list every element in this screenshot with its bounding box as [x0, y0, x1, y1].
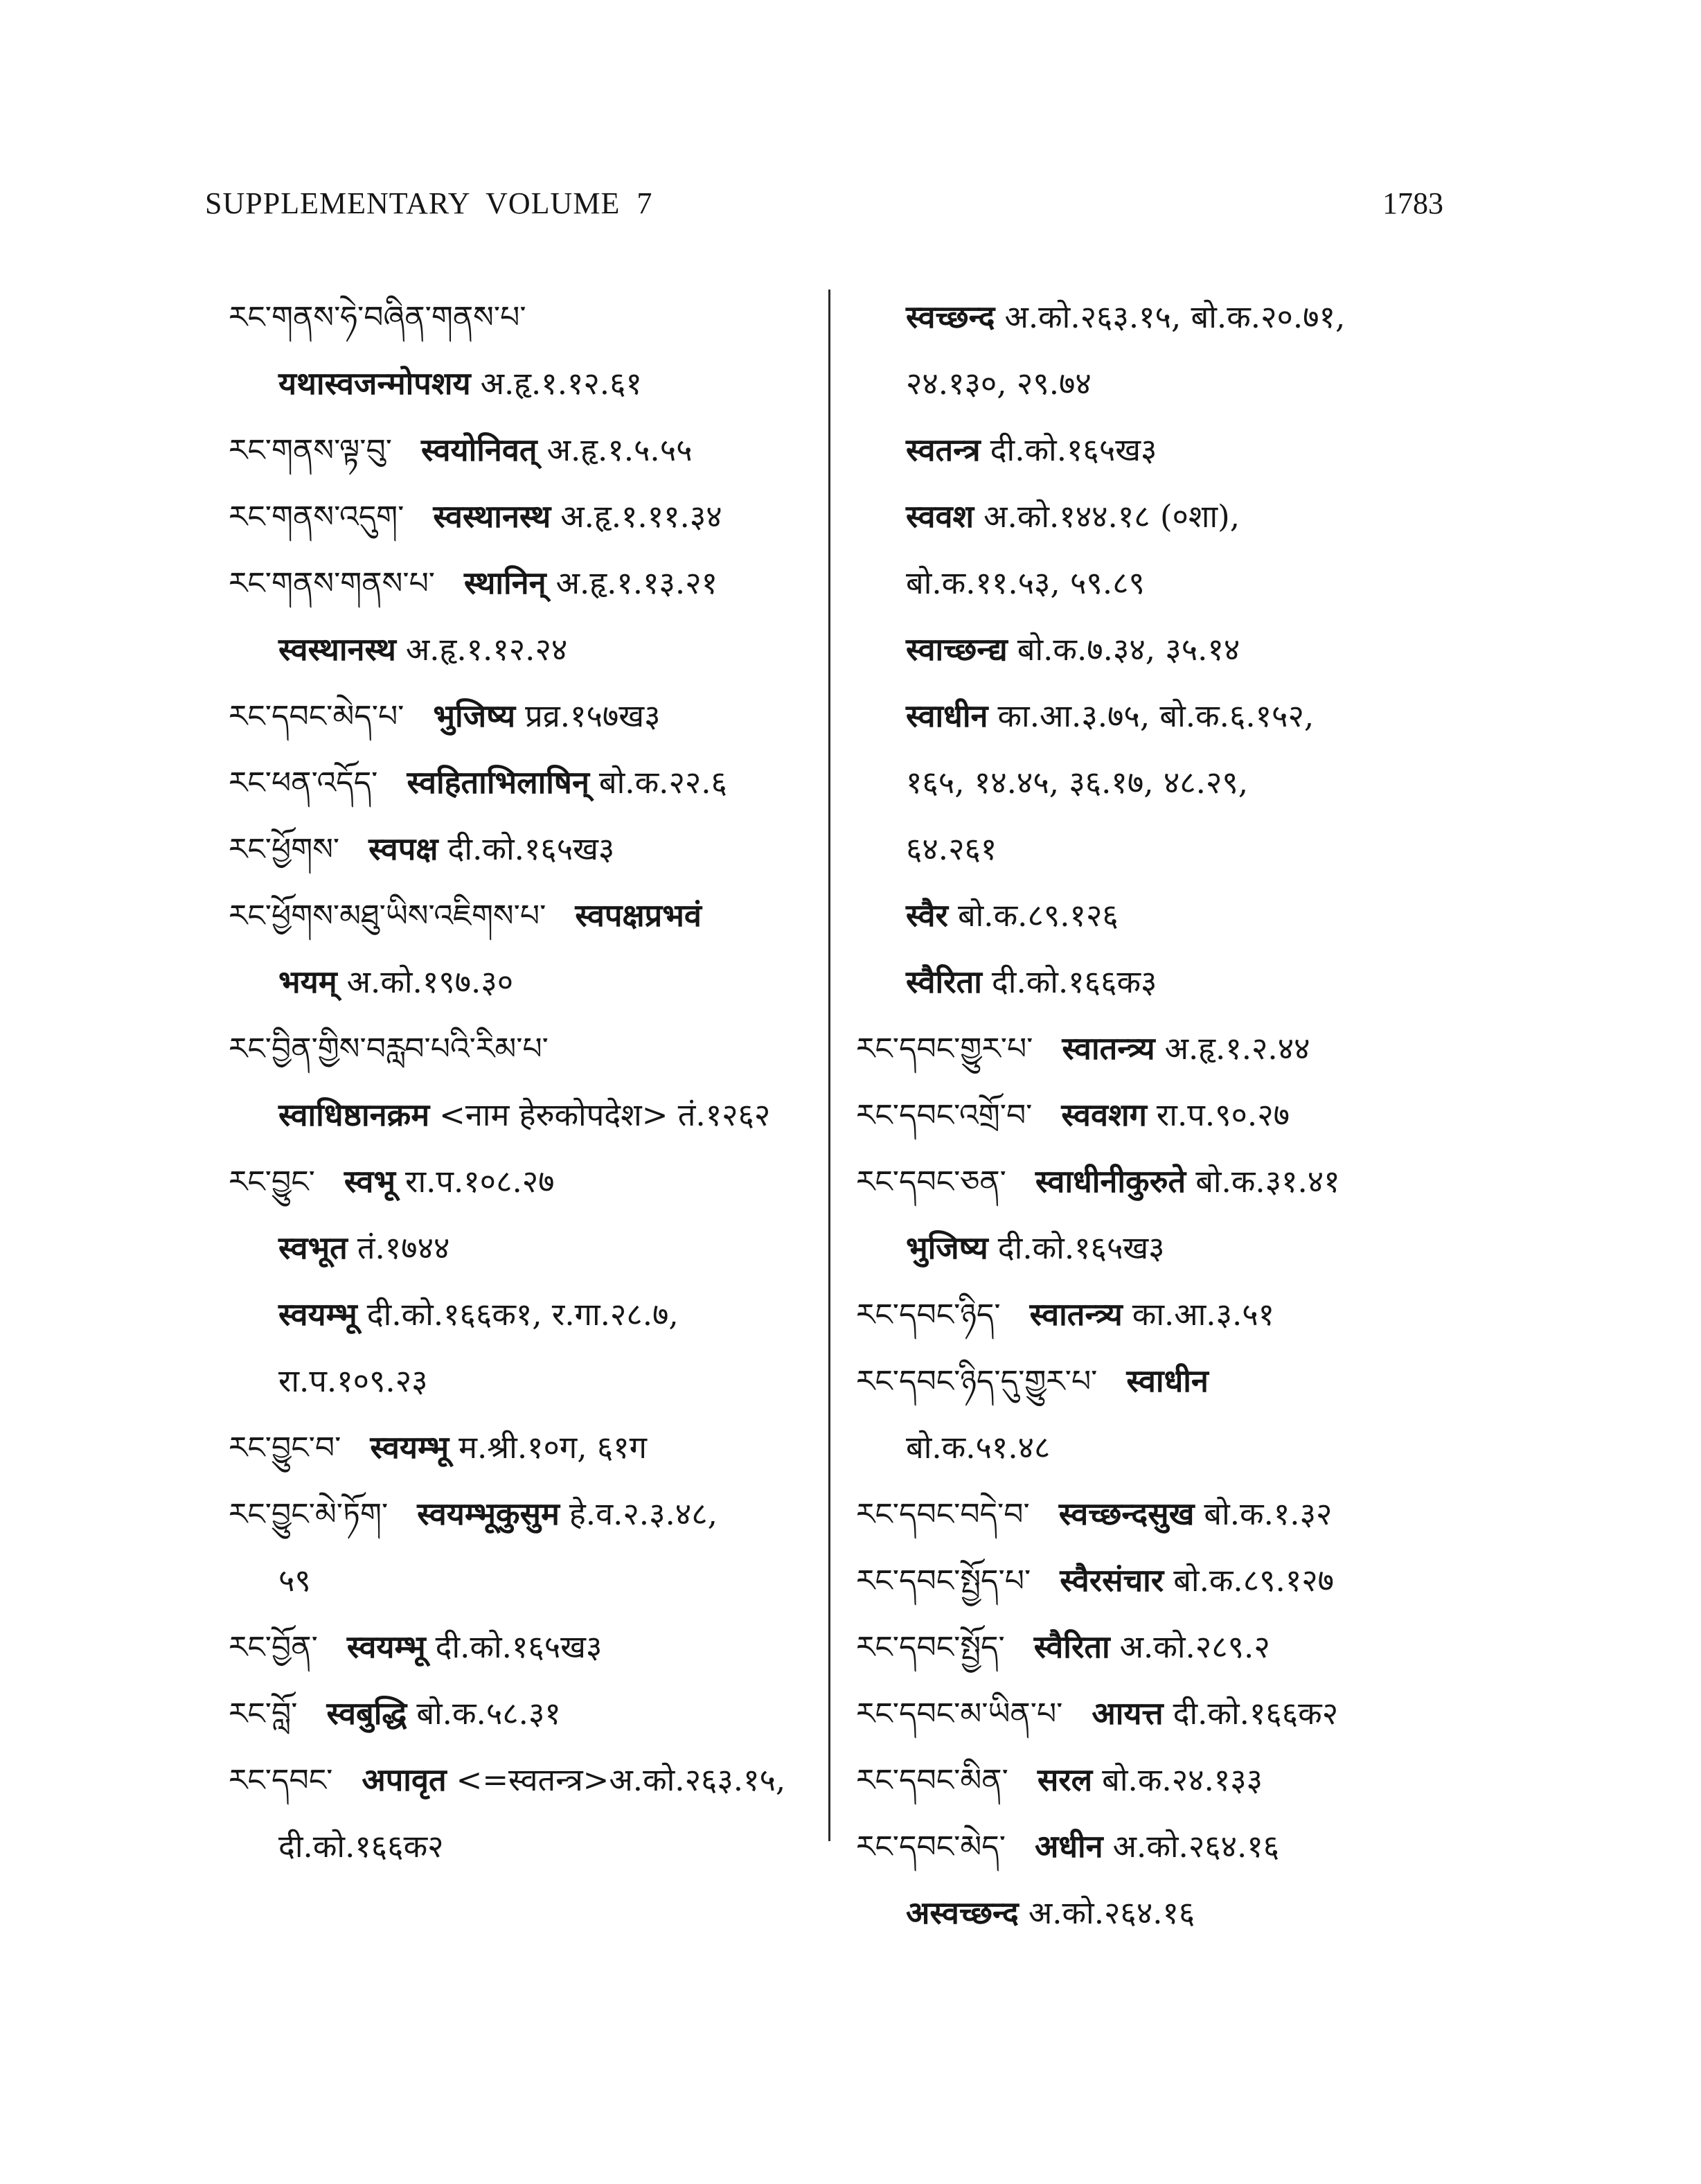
sanskrit-equivalent: स्वस्थानस्थ — [278, 631, 396, 668]
source-reference: अ.को.१९७.३० — [346, 964, 514, 1000]
source-reference: ५९ — [278, 1562, 311, 1599]
tibetan-headword: རང་གནས་ཧེ་བཞིན་གནས་པ་ — [229, 300, 526, 335]
dictionary-line — [856, 1747, 1472, 1813]
dictionary-line — [229, 1215, 824, 1281]
dictionary-line — [856, 1082, 1472, 1148]
source-reference: बो.क.८९.१२७ — [1173, 1562, 1335, 1599]
tibetan-headword: རང་ཕན་འདོད་ — [229, 765, 378, 801]
source-reference: २४.१३०, २९.७४ — [906, 365, 1092, 402]
sanskrit-equivalent: स्वाच्छन्द्य — [906, 631, 1008, 668]
dictionary-line — [229, 284, 824, 350]
source-reference: तं.१७४४ — [357, 1229, 450, 1266]
source-reference: बो.क.५१.४८ — [906, 1429, 1051, 1466]
source-reference: <=स्वतन्त्र>अ.को.२६३.१५, — [456, 1761, 786, 1798]
source-reference: दी.को.१६५ख३ — [435, 1628, 603, 1665]
sanskrit-equivalent: स्वयम्भू — [346, 1628, 426, 1665]
source-reference: अ.को.२६४.१६ — [1028, 1894, 1195, 1931]
source-reference: अ.हृ.१.२.४४ — [1164, 1030, 1310, 1067]
tibetan-headword: རང་དབང་བདེ་བ་ — [856, 1497, 1030, 1532]
dictionary-line — [856, 1680, 1472, 1747]
source-reference: बो.क.८९.१२६ — [957, 897, 1119, 934]
tibetan-headword: རང་བྱོན་ — [229, 1630, 318, 1665]
sanskrit-equivalent: स्वातन्त्र्य — [1062, 1030, 1155, 1067]
source-reference: अ.को.२८९.२ — [1119, 1628, 1270, 1665]
dictionary-line — [229, 882, 824, 949]
source-reference: अ.हृ.१.१३.२१ — [555, 565, 718, 601]
sanskrit-equivalent: सरल — [1037, 1761, 1093, 1798]
sanskrit-equivalent: अधीन — [1034, 1828, 1103, 1865]
sanskrit-equivalent: स्वाधीनीकुरुते — [1035, 1163, 1186, 1200]
dictionary-line — [229, 1281, 824, 1348]
dictionary-line — [856, 683, 1472, 749]
dictionary-line — [856, 1880, 1472, 1946]
dictionary-line — [229, 816, 824, 882]
dictionary-line — [856, 1813, 1472, 1880]
sanskrit-equivalent: स्वैरिता — [1033, 1628, 1110, 1665]
source-reference: अ.को.२६३.१५, बो.क.२०.७१, — [1004, 299, 1346, 335]
sanskrit-equivalent: स्वैरिता — [906, 964, 982, 1000]
source-reference: अ.हृ.१.११.३४ — [560, 498, 722, 535]
right-column — [856, 284, 1472, 1946]
source-reference: दी.को.१६५ख३ — [447, 831, 615, 867]
dictionary-line — [229, 616, 824, 683]
sanskrit-equivalent: स्वतन्त्र — [906, 432, 981, 468]
dictionary-line — [229, 1148, 824, 1215]
source-reference: अ.को.२६४.१६ — [1112, 1828, 1280, 1865]
sanskrit-equivalent: भयम् — [278, 964, 337, 1000]
source-reference: अ.को.१४४.१८ (०शा), — [983, 498, 1240, 535]
sanskrit-equivalent: अस्वच्छन्द — [906, 1894, 1019, 1931]
source-reference: रा.प.१०९.२३ — [278, 1362, 428, 1399]
dictionary-line — [856, 350, 1472, 417]
dictionary-line — [229, 1614, 824, 1680]
column-divider — [828, 290, 830, 1841]
source-reference: प्रव्र.१५७ख३ — [525, 698, 661, 734]
source-reference: अ.हृ.१.१२.२४ — [405, 631, 568, 668]
dictionary-line — [856, 816, 1472, 882]
tibetan-headword: རང་ཕྱོགས་ — [229, 832, 340, 867]
sanskrit-equivalent: स्थानिन् — [464, 565, 546, 601]
tibetan-headword: རང་བྱུང་བ་ — [229, 1430, 341, 1466]
source-reference: म.श्री.१०ग, ६१ग — [458, 1429, 648, 1466]
sanskrit-equivalent: स्वच्छन्द — [906, 299, 995, 335]
source-reference: हे.व.२.३.४८, — [569, 1495, 718, 1532]
dictionary-line — [856, 417, 1472, 483]
sanskrit-equivalent: स्वस्थानस्थ — [433, 498, 551, 535]
source-reference: रा.प.९०.२७ — [1156, 1097, 1290, 1133]
sanskrit-equivalent: स्वहिताभिलाषिन् — [407, 764, 589, 801]
sanskrit-equivalent: स्वपक्ष — [368, 831, 438, 867]
dictionary-line — [856, 1481, 1472, 1547]
sanskrit-equivalent: स्वबुद्धि — [326, 1695, 407, 1732]
dictionary-line — [856, 882, 1472, 949]
dictionary-line — [856, 1414, 1472, 1481]
tibetan-headword: རང་དབང་མ་ཡིན་པ་ — [856, 1696, 1063, 1732]
dictionary-line — [856, 550, 1472, 616]
tibetan-headword: རང་དབང་གྱུར་པ་ — [856, 1031, 1033, 1067]
tibetan-headword: རང་དབང་མེད་ — [856, 1829, 1006, 1865]
dictionary-line — [229, 949, 824, 1015]
source-reference: बो.क.७.३४, ३५.१४ — [1017, 631, 1240, 668]
source-reference: बो.क.२२.६ — [598, 764, 727, 801]
dictionary-line — [229, 1547, 824, 1614]
sanskrit-equivalent: यथास्वजन्मोपशय — [278, 365, 471, 402]
tibetan-headword: རང་དབང་ཉིད་དུ་གྱུར་པ་ — [856, 1364, 1098, 1399]
dictionary-line — [229, 749, 824, 816]
sanskrit-equivalent: भुजिष्य — [433, 698, 516, 734]
tibetan-headword: རང་དབང་མིན་ — [856, 1763, 1008, 1798]
sanskrit-equivalent: स्ववश — [906, 498, 974, 535]
dictionary-line — [856, 1348, 1472, 1414]
source-reference: <नाम हेरुकोपदेश> तं.१२६२ — [439, 1097, 771, 1133]
tibetan-headword: རང་དབང་ — [229, 1763, 333, 1798]
dictionary-line — [229, 550, 824, 616]
dictionary-line — [856, 1547, 1472, 1614]
sanskrit-equivalent: स्वाधिष्ठानक्रम — [278, 1097, 430, 1133]
dictionary-line — [229, 1813, 824, 1880]
source-reference: दी.को.१६६क२ — [1173, 1695, 1339, 1732]
tibetan-headword: རང་དབང་སྤྱོད་ — [856, 1630, 1005, 1665]
sanskrit-equivalent: आयत्त — [1092, 1695, 1164, 1732]
page-number: 1783 — [1382, 186, 1443, 220]
dictionary-line — [856, 1281, 1472, 1348]
sanskrit-equivalent: भुजिष्य — [906, 1229, 988, 1266]
sanskrit-equivalent: स्वाधीन — [1126, 1362, 1209, 1399]
source-reference: दी.को.१६६क३ — [991, 964, 1157, 1000]
source-reference: बो.क.३१.४१ — [1195, 1163, 1340, 1200]
sanskrit-equivalent: स्वयोनिवत् — [420, 432, 537, 468]
source-reference: बो.क.५८.३१ — [416, 1695, 561, 1732]
dictionary-line — [856, 749, 1472, 816]
tibetan-headword: རང་བྱུང་མེ་ཏོག་ — [229, 1497, 389, 1532]
dictionary-line — [229, 1082, 824, 1148]
tibetan-headword: རང་གནས་གནས་པ་ — [229, 566, 436, 601]
source-reference: का.आ.३.७५, बो.क.६.१५२, — [997, 698, 1315, 734]
tibetan-headword: རང་དབང་ཅན་ — [856, 1164, 1006, 1200]
source-reference: १६५, १४.४५, ३६.१७, ४८.२९, — [906, 764, 1249, 801]
sanskrit-equivalent: स्ववशग — [1061, 1097, 1147, 1133]
dictionary-line — [229, 350, 824, 417]
running-header: SUPPLEMENTARY VOLUME 7 — [205, 186, 653, 220]
dictionary-line — [229, 1015, 824, 1082]
sanskrit-equivalent: स्वयम्भू — [278, 1296, 357, 1333]
dictionary-line — [856, 1215, 1472, 1281]
dictionary-line — [229, 1414, 824, 1481]
dictionary-line — [229, 417, 824, 483]
dictionary-line — [856, 1614, 1472, 1680]
dictionary-line — [229, 683, 824, 749]
dictionary-line — [229, 1348, 824, 1414]
dictionary-line — [229, 483, 824, 550]
dictionary-line — [856, 284, 1472, 350]
sanskrit-equivalent: अपावृत — [362, 1761, 447, 1798]
tibetan-headword: རང་གནས་འདུག་ — [229, 499, 404, 535]
source-reference: दी.को.१६६क२ — [278, 1828, 444, 1865]
sanskrit-equivalent: स्वातन्त्र्य — [1029, 1296, 1123, 1333]
source-reference: दी.को.१६५ख३ — [990, 432, 1157, 468]
source-reference: दी.को.१६५ख३ — [997, 1229, 1165, 1266]
source-reference: बो.क.२४.१३३ — [1102, 1761, 1263, 1798]
dictionary-line — [229, 1747, 824, 1813]
sanskrit-equivalent: स्वयम्भू — [370, 1429, 449, 1466]
source-reference: अ.हृ.१.१२.६१ — [480, 365, 642, 402]
dictionary-line — [856, 949, 1472, 1015]
tibetan-headword: རང་བྱིན་གྱིས་བརླབ་པའི་རིམ་པ་ — [229, 1031, 549, 1067]
dictionary-line — [856, 1015, 1472, 1082]
dictionary-line — [856, 616, 1472, 683]
dictionary-line — [229, 1481, 824, 1547]
source-reference: बो.क.११.५३, ५९.८९ — [906, 565, 1145, 601]
sanskrit-equivalent: स्वपक्षप्रभवं — [575, 897, 702, 934]
source-reference: दी.को.१६६क१, र.गा.२८.७, — [366, 1296, 679, 1333]
sanskrit-equivalent: स्वयम्भूकुसुम — [417, 1495, 560, 1532]
source-reference: अ.हृ.१.५.५५ — [546, 432, 693, 468]
dictionary-line — [229, 1680, 824, 1747]
dictionary-line — [856, 1148, 1472, 1215]
tibetan-headword: རང་ཕྱོགས་མཐུ་ཡིས་འཇིགས་པ་ — [229, 898, 546, 934]
sanskrit-equivalent: स्वभूत — [278, 1229, 348, 1266]
source-reference: का.आ.३.५१ — [1132, 1296, 1275, 1333]
dictionary-line — [856, 483, 1472, 550]
tibetan-headword: རང་དབང་ཉིད་ — [856, 1297, 1001, 1333]
sanskrit-equivalent: स्वैरसंचार — [1060, 1562, 1164, 1599]
sanskrit-equivalent: स्वभू — [344, 1163, 396, 1200]
sanskrit-equivalent: स्वैर — [906, 897, 948, 934]
sanskrit-equivalent: स्वाधीन — [906, 698, 988, 734]
sanskrit-equivalent: स्वच्छन्दसुख — [1058, 1495, 1195, 1532]
tibetan-headword: རང་དབང་སྤྱོད་པ་ — [856, 1563, 1031, 1599]
source-reference: बो.क.१.३२ — [1204, 1495, 1333, 1532]
tibetan-headword: རང་གནས་ལྟ་བུ་ — [229, 433, 392, 468]
source-reference: ६४.२६१ — [906, 831, 997, 867]
source-reference: रा.प.१०८.२७ — [405, 1163, 555, 1200]
tibetan-headword: རང་དབང་མེད་པ་ — [229, 699, 404, 734]
tibetan-headword: རང་བློ་ — [229, 1696, 298, 1732]
tibetan-headword: རང་བྱུང་ — [229, 1164, 315, 1200]
tibetan-headword: རང་དབང་འགྲོ་བ་ — [856, 1098, 1033, 1133]
left-column — [229, 284, 824, 1880]
